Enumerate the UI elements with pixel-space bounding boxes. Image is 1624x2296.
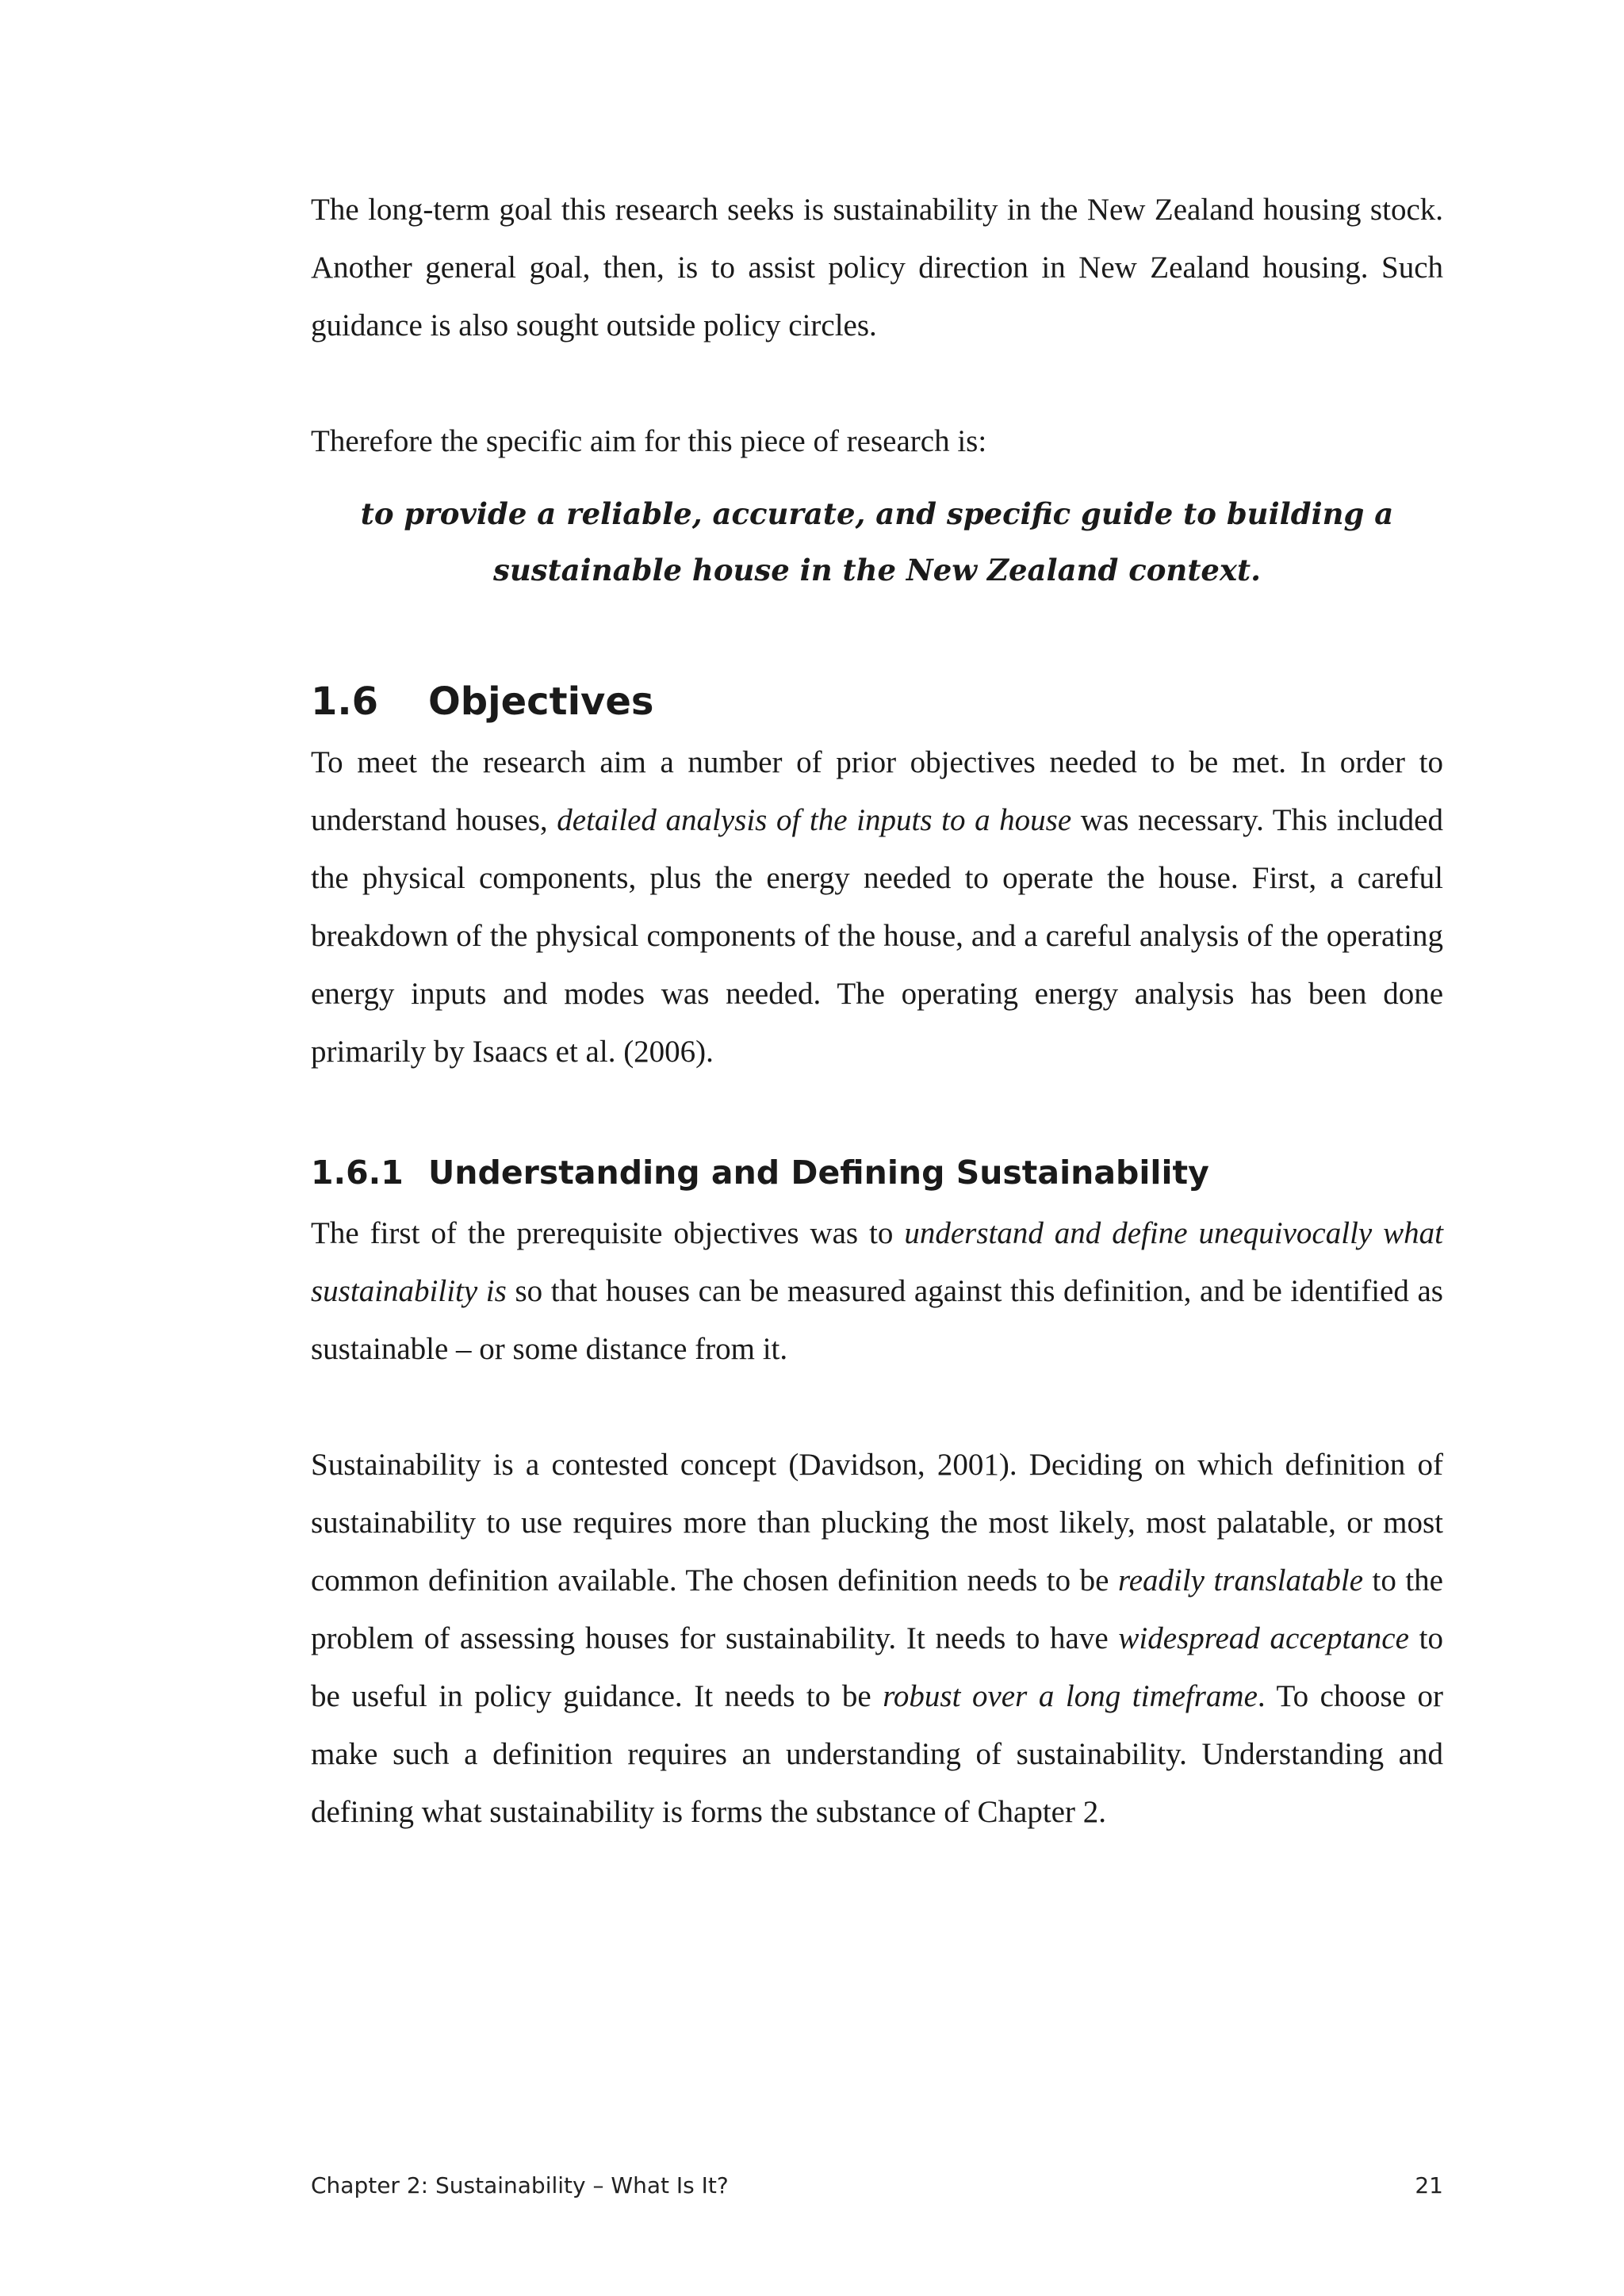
objectives-emphasis: detailed analysis of the inputs to a house xyxy=(557,803,1072,837)
footer-chapter-title: Chapter 2: Sustainability – What Is It? xyxy=(311,2172,729,2198)
prerequisite-text-start: The first of the prerequisite objectives was to xyxy=(311,1216,905,1250)
contested-concept-paragraph xyxy=(311,1436,1443,1841)
page-footer xyxy=(311,2172,1443,2198)
subsection-number: 1.6.1 xyxy=(311,1154,404,1192)
contested-text-d: . To choose or make such a definition requires an understanding of sustainability. Understanding and defining what sustainability is forms the substance of Chapter 2. xyxy=(311,1679,1443,1829)
aim-line-2: sustainable house in the New Zealand context. xyxy=(493,553,1261,587)
page-body xyxy=(311,181,1443,1841)
objectives-paragraph xyxy=(311,733,1443,1081)
paragraph-gap xyxy=(311,354,1443,412)
objectives-text-start: To meet the research aim a number of prior objectives needed to be met. In order to understand houses, xyxy=(311,745,1443,837)
emphasis-robust-timeframe: robust over a long timeframe xyxy=(883,1679,1258,1713)
contested-text-a: Sustainability is a contested concept (Davidson, 2001). Deciding on which definition of sustainability to use requires more than plucking the most likely, most palatable, or most common definition available. The chosen definition needs to be xyxy=(311,1448,1443,1598)
emphasis-widespread-acceptance: widespread acceptance xyxy=(1118,1621,1409,1655)
paragraph-gap xyxy=(311,1378,1443,1436)
prerequisite-text-end: so that houses can be measured against this definition, and be identified as sustainable – or some distance from it. xyxy=(311,1274,1443,1366)
intro-paragraph: The long-term goal this research seeks is sustainability in the New Zealand housing stock. Another general goal, then, is to assist policy direction in New Zealand housing. Such guidance is also sought outside policy circles. xyxy=(311,193,1443,342)
aim-line-1: to provide a reliable, accurate, and specific guide to building a xyxy=(360,496,1394,531)
footer-page-number: 21 xyxy=(1415,2172,1443,2198)
section-number: 1.6 xyxy=(311,679,379,724)
prerequisite-paragraph xyxy=(311,1204,1443,1378)
section-title: Objectives xyxy=(428,679,654,724)
aim-lead-paragraph: Therefore the specific aim for this piece of research is: xyxy=(311,424,987,458)
contested-text-b: to the problem of assessing houses for sustainability. It needs to have xyxy=(311,1563,1443,1655)
subsection-title: Understanding and Defining Sustainability xyxy=(428,1154,1209,1192)
prerequisite-emphasis: understand and define unequivocally what sustainability is xyxy=(311,1216,1444,1308)
research-aim-statement xyxy=(311,486,1443,599)
objectives-text-end: was necessary. This included the physical components, plus the energy needed to operate the house. First, a careful breakdown of the physical components of the house, and a careful analysis of the operating energy inputs and modes was needed. The operating energy analysis has been done primarily by Isaacs et al. (2006). xyxy=(311,803,1443,1069)
subsection-heading-sustainability xyxy=(311,1152,1443,1193)
emphasis-readily-translatable: readily translatable xyxy=(1117,1563,1363,1598)
section-heading-objectives xyxy=(311,678,1443,725)
contested-text-c: to be useful in policy guidance. It needs to be xyxy=(311,1621,1443,1713)
